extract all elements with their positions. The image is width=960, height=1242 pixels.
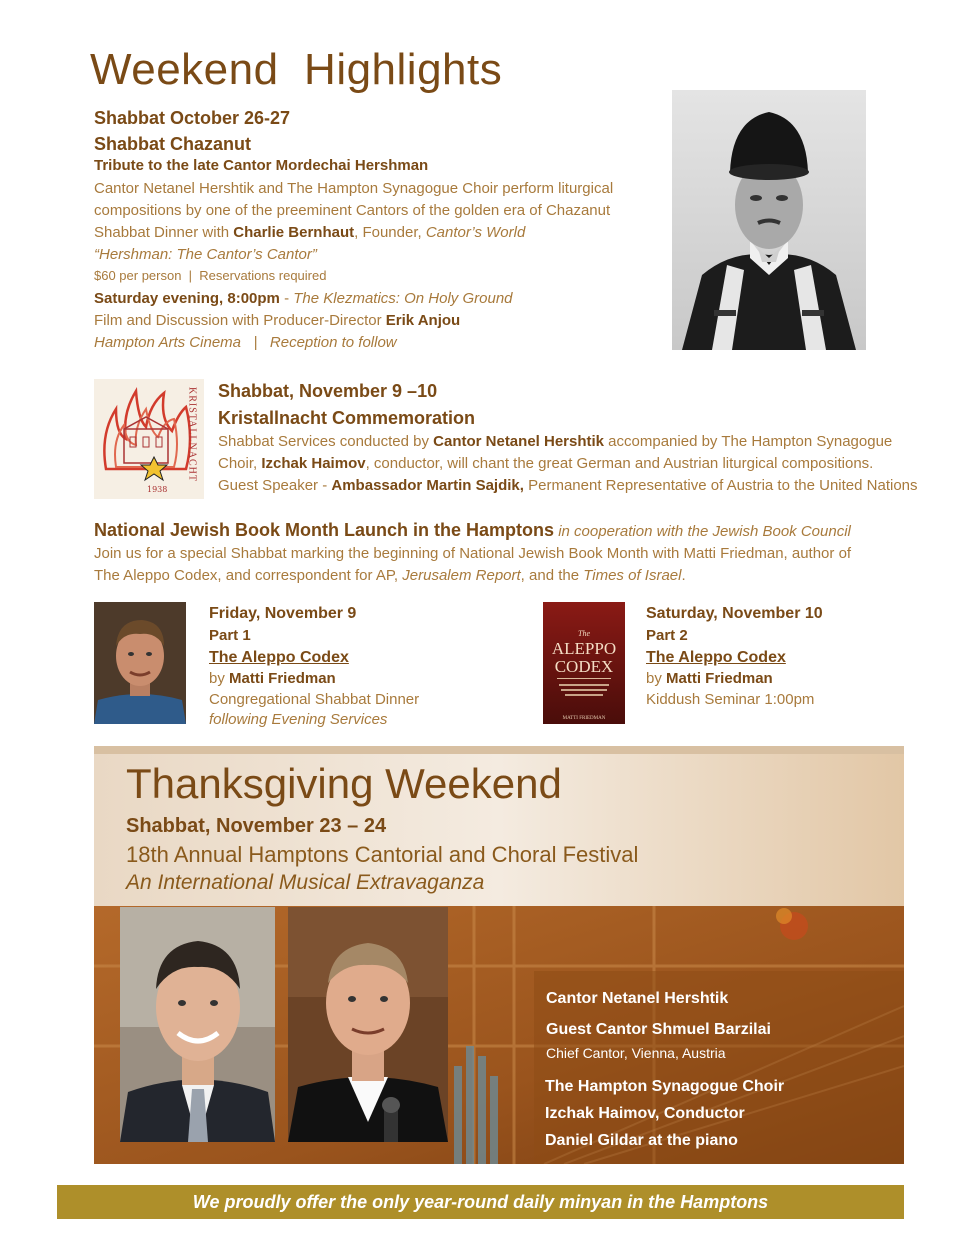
page-title: Weekend Highlights (90, 45, 503, 94)
k3-pre: Guest Speaker - (218, 477, 332, 494)
kristallnacht-year: 1938 (147, 485, 168, 494)
book-month-line-2 (94, 565, 686, 586)
performer-2: Guest Cantor Shmuel Barzilai (546, 1021, 771, 1038)
dinner-mid: , Founder, (354, 224, 426, 241)
book-month-line-1: Join us for a special Shabbat marking the beginning of National Jewish Book Month with Matti Friedman, author of (94, 545, 852, 562)
performer-4: Izchak Haimov, Conductor (545, 1105, 745, 1122)
saturday-dash: - (279, 290, 294, 307)
b2e: . (681, 567, 686, 584)
kristallnacht-title: Kristallnacht Commemoration (218, 408, 476, 428)
sat-author: Matti Friedman (666, 670, 773, 687)
kristallnacht-line-2 (218, 453, 873, 474)
saturday-film: The Klezmatics: On Holy Ground (293, 290, 513, 307)
b2d: Times of Israel (583, 567, 682, 584)
dinner-line (94, 222, 525, 243)
book-month-coop: in cooperation with the Jewish Book Council (554, 523, 851, 540)
cover-author: MATTI FRIEDMAN (562, 716, 606, 721)
fri-part: Part 1 (209, 627, 251, 644)
performer-3: The Hampton Synagogue Choir (545, 1078, 785, 1095)
k2-post: , conductor, will chant the great German and Austrian liturgical compositions. (365, 455, 874, 472)
sat-book-title: The Aleppo Codex (646, 649, 786, 666)
sat-date: Saturday, November 10 (646, 605, 823, 622)
cover-the: The (578, 629, 590, 638)
cover-title-2: CODEX (554, 657, 614, 676)
sat-by-word: by (646, 670, 667, 687)
performer-2-sub: Chief Cantor, Vienna, Austria (546, 1045, 726, 1061)
venue-line: Hampton Arts Cinema | Reception to follow (94, 334, 397, 351)
price-line: $60 per person | Reservations required (94, 268, 327, 283)
footer-banner (57, 1185, 904, 1219)
event-date: Shabbat October 26-27 (94, 108, 291, 128)
dinner-pre: Shabbat Dinner with (94, 224, 234, 241)
thanksgiving-date: Shabbat, November 23 – 24 (126, 815, 387, 837)
b2a: The Aleppo Codex, and correspondent for AP, (94, 567, 403, 584)
cantor-hershtik-photo (120, 907, 275, 1142)
k1-name: Cantor Netanel Hershtik (433, 433, 605, 450)
event-desc-1: Cantor Netanel Hershtik and The Hampton Synagogue Choir perform liturgical (94, 180, 614, 197)
fri-note-1: Congregational Shabbat Dinner (209, 691, 420, 708)
sat-note-1: Kiddush Seminar 1:00pm (646, 691, 815, 708)
saturday-time: Saturday evening, 8:00pm (94, 290, 280, 307)
saturday-line (94, 288, 513, 309)
footer-text: We proudly offer the only year-round daily minyan in the Hamptons (192, 1192, 769, 1212)
cover-title-1: ALEPPO (551, 639, 617, 658)
event-title: Shabbat Chazanut (94, 134, 252, 154)
k3-name: Ambassador Martin Sajdik, (331, 477, 524, 494)
talk-title: “Hershman: The Cantor’s Cantor” (94, 246, 317, 263)
film-line (94, 310, 460, 331)
fri-date: Friday, November 9 (209, 605, 357, 622)
book-month-heading (94, 520, 851, 541)
kristallnacht-logo (94, 379, 204, 499)
k3-post: Permanent Representative of Austria to the United Nations (523, 477, 918, 494)
k1-post: accompanied by The Hampton Synagogue (604, 433, 893, 450)
k1-pre: Shabbat Services conducted by (218, 433, 434, 450)
fri-by-word: by (209, 670, 230, 687)
sat-by (646, 668, 773, 689)
cantor-barzilai-photo (288, 907, 448, 1142)
event-desc-2: compositions by one of the preeminent Cantors of the golden era of Chazanut (94, 202, 611, 219)
performer-5: Daniel Gildar at the piano (545, 1132, 738, 1149)
performer-1: Cantor Netanel Hershtik (546, 990, 729, 1007)
fri-note-2: following Evening Services (209, 711, 388, 728)
b2c: , and the (520, 567, 584, 584)
film-pre: Film and Discussion with Producer-Director (94, 312, 386, 329)
book-month-title: National Jewish Book Month Launch in the Hamptons (94, 520, 555, 540)
thanksgiving-title: Thanksgiving Weekend (126, 760, 562, 807)
kristallnacht-date: Shabbat, November 9 –10 (218, 381, 438, 401)
dinner-speaker: Charlie Bernhaut (233, 224, 355, 241)
book-cover (543, 602, 625, 724)
kristallnacht-vertical-text: KRISTALLNACHT (186, 387, 198, 482)
festival-name: 18th Annual Hamptons Cantorial and Choral Festival (126, 842, 639, 867)
b2b: Jerusalem Report (402, 567, 521, 584)
fri-book-title: The Aleppo Codex (209, 649, 349, 666)
film-director: Erik Anjou (385, 312, 461, 329)
event-tribute: Tribute to the late Cantor Mordechai Hershman (94, 157, 429, 174)
author-photo (94, 602, 186, 724)
kristallnacht-line-1 (218, 431, 892, 452)
fri-by (209, 668, 336, 689)
k2-name: Izchak Haimov (261, 455, 366, 472)
k2-pre: Choir, (218, 455, 262, 472)
festival-subtitle: An International Musical Extravaganza (126, 871, 485, 894)
hershman-portrait (672, 90, 866, 350)
fri-author: Matti Friedman (229, 670, 336, 687)
sat-part: Part 2 (646, 627, 688, 644)
kristallnacht-line-3 (218, 475, 918, 496)
dinner-org: Cantor’s World (425, 224, 526, 241)
